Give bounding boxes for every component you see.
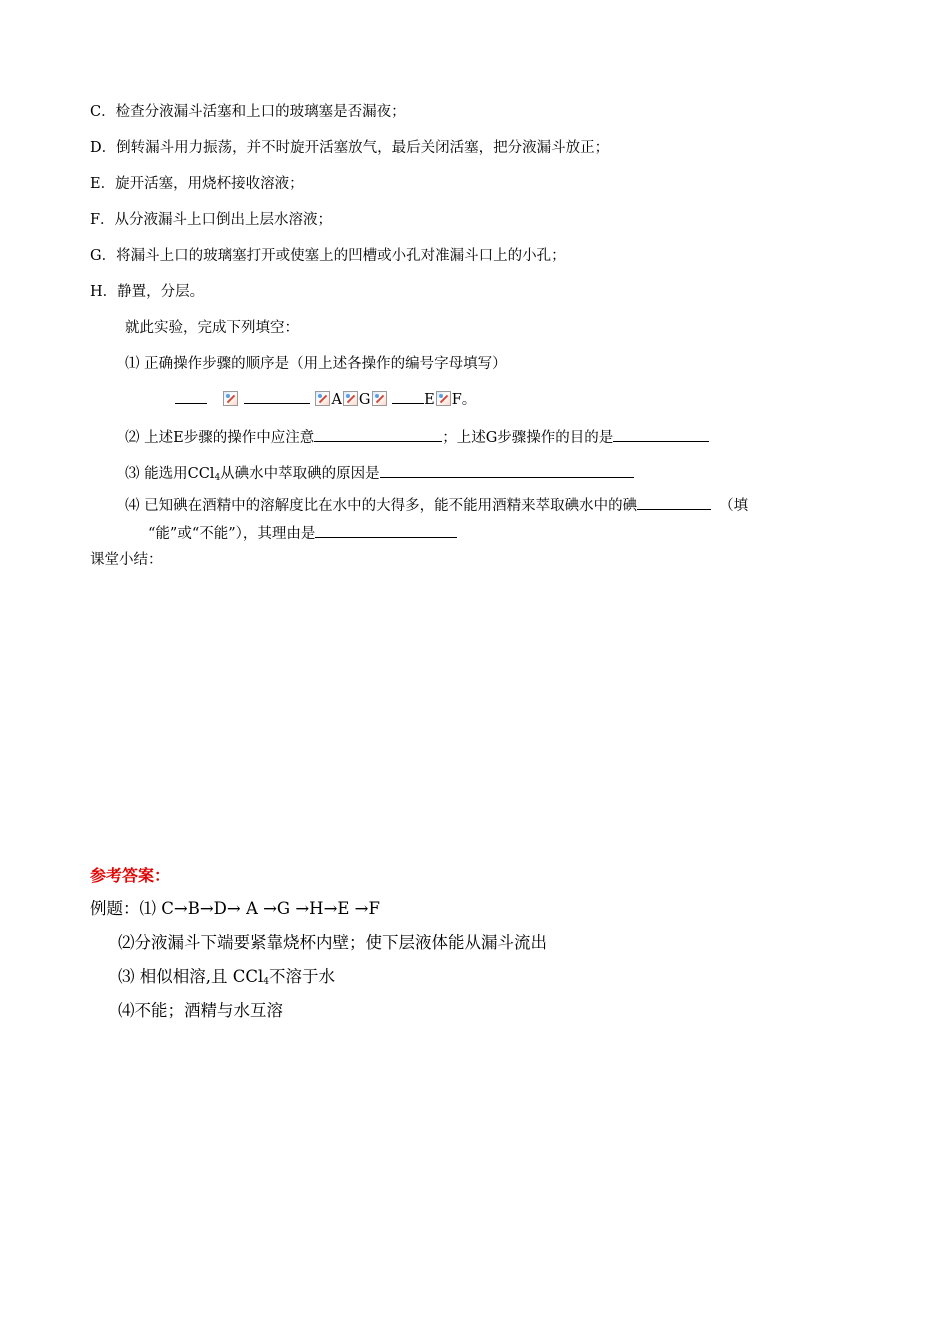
intro-text: 就此实验，完成下列填空： (125, 320, 299, 336)
answer-4: ⑷不能；酒精与水互溶 (118, 1001, 283, 1020)
answer-3-part1: ⑶ 相似相溶,且 CCl (118, 967, 264, 986)
answer-blank[interactable] (314, 426, 442, 442)
answer-blank[interactable] (175, 388, 207, 404)
image-placeholder-icon (436, 391, 451, 406)
image-placeholder-icon (223, 391, 238, 406)
answer-blank[interactable] (613, 426, 709, 442)
answer-blank[interactable] (392, 388, 424, 404)
summary-label: 课堂小结： (90, 552, 163, 568)
seq-letter: F。 (451, 392, 477, 408)
question-3-part1: ⑶ 能选用CCl (125, 466, 215, 482)
option-h: H．静置，分层。 (90, 284, 205, 300)
answer-1: 例题：⑴ C→B→D→ A →G →H→E →F (90, 899, 380, 918)
option-c: C．检查分液漏斗活塞和上口的玻璃塞是否漏夜； (90, 104, 406, 120)
question-3 (125, 462, 634, 484)
option-f: F．从分液漏斗上口倒出上层水溶液； (90, 212, 333, 228)
question-1-sequence (175, 388, 476, 410)
seq-letter: E (424, 392, 435, 408)
seq-letter: A (331, 392, 342, 408)
subscript: 4 (214, 473, 221, 483)
image-placeholder-icon (372, 391, 387, 406)
seq-letter: G (358, 392, 371, 408)
question-4-line2 (148, 522, 457, 544)
answers-title: 参考答案： (90, 866, 171, 885)
question-4-text2: “能”或“不能”），其理由是 (148, 526, 316, 542)
question-4-text: ⑷ 已知碘在酒精中的溶解度比在水中的大得多，能不能用酒精来萃取碘水中的碘 (125, 498, 638, 514)
option-g: G．将漏斗上口的玻璃塞打开或使塞上的凹槽或小孔对准漏斗口上的小孔； (90, 248, 566, 264)
image-placeholder-icon (315, 391, 330, 406)
question-4-line1 (125, 494, 748, 516)
image-placeholder-icon (343, 391, 358, 406)
answer-blank[interactable] (244, 388, 310, 404)
answer-2: ⑵分液漏斗下端要紧靠烧杯内壁；使下层液体能从漏斗流出 (118, 933, 547, 952)
answer-3 (118, 966, 335, 988)
question-3-part2: 从碘水中萃取碘的原因是 (220, 466, 380, 482)
subscript: 4 (263, 977, 269, 987)
question-4-tail: （填 (719, 498, 749, 514)
question-2 (125, 426, 709, 448)
question-1: ⑴ 正确操作步骤的顺序是（用上述各操作的编号字母填写） (125, 356, 507, 372)
option-d: D．倒转漏斗用力振荡，并不时旋开活塞放气，最后关闭活塞，把分液漏斗放正； (90, 140, 610, 156)
question-2-part1: ⑵ 上述E步骤的操作中应注意 (125, 430, 315, 446)
answer-3-part2: 不溶于水 (269, 967, 335, 986)
answer-blank[interactable] (315, 522, 457, 538)
answer-blank[interactable] (380, 462, 634, 478)
question-2-part2: ；上述G步骤操作的目的是 (442, 430, 614, 446)
answer-blank[interactable] (637, 494, 711, 510)
option-e: E．旋开活塞，用烧杯接收溶液； (90, 176, 304, 192)
